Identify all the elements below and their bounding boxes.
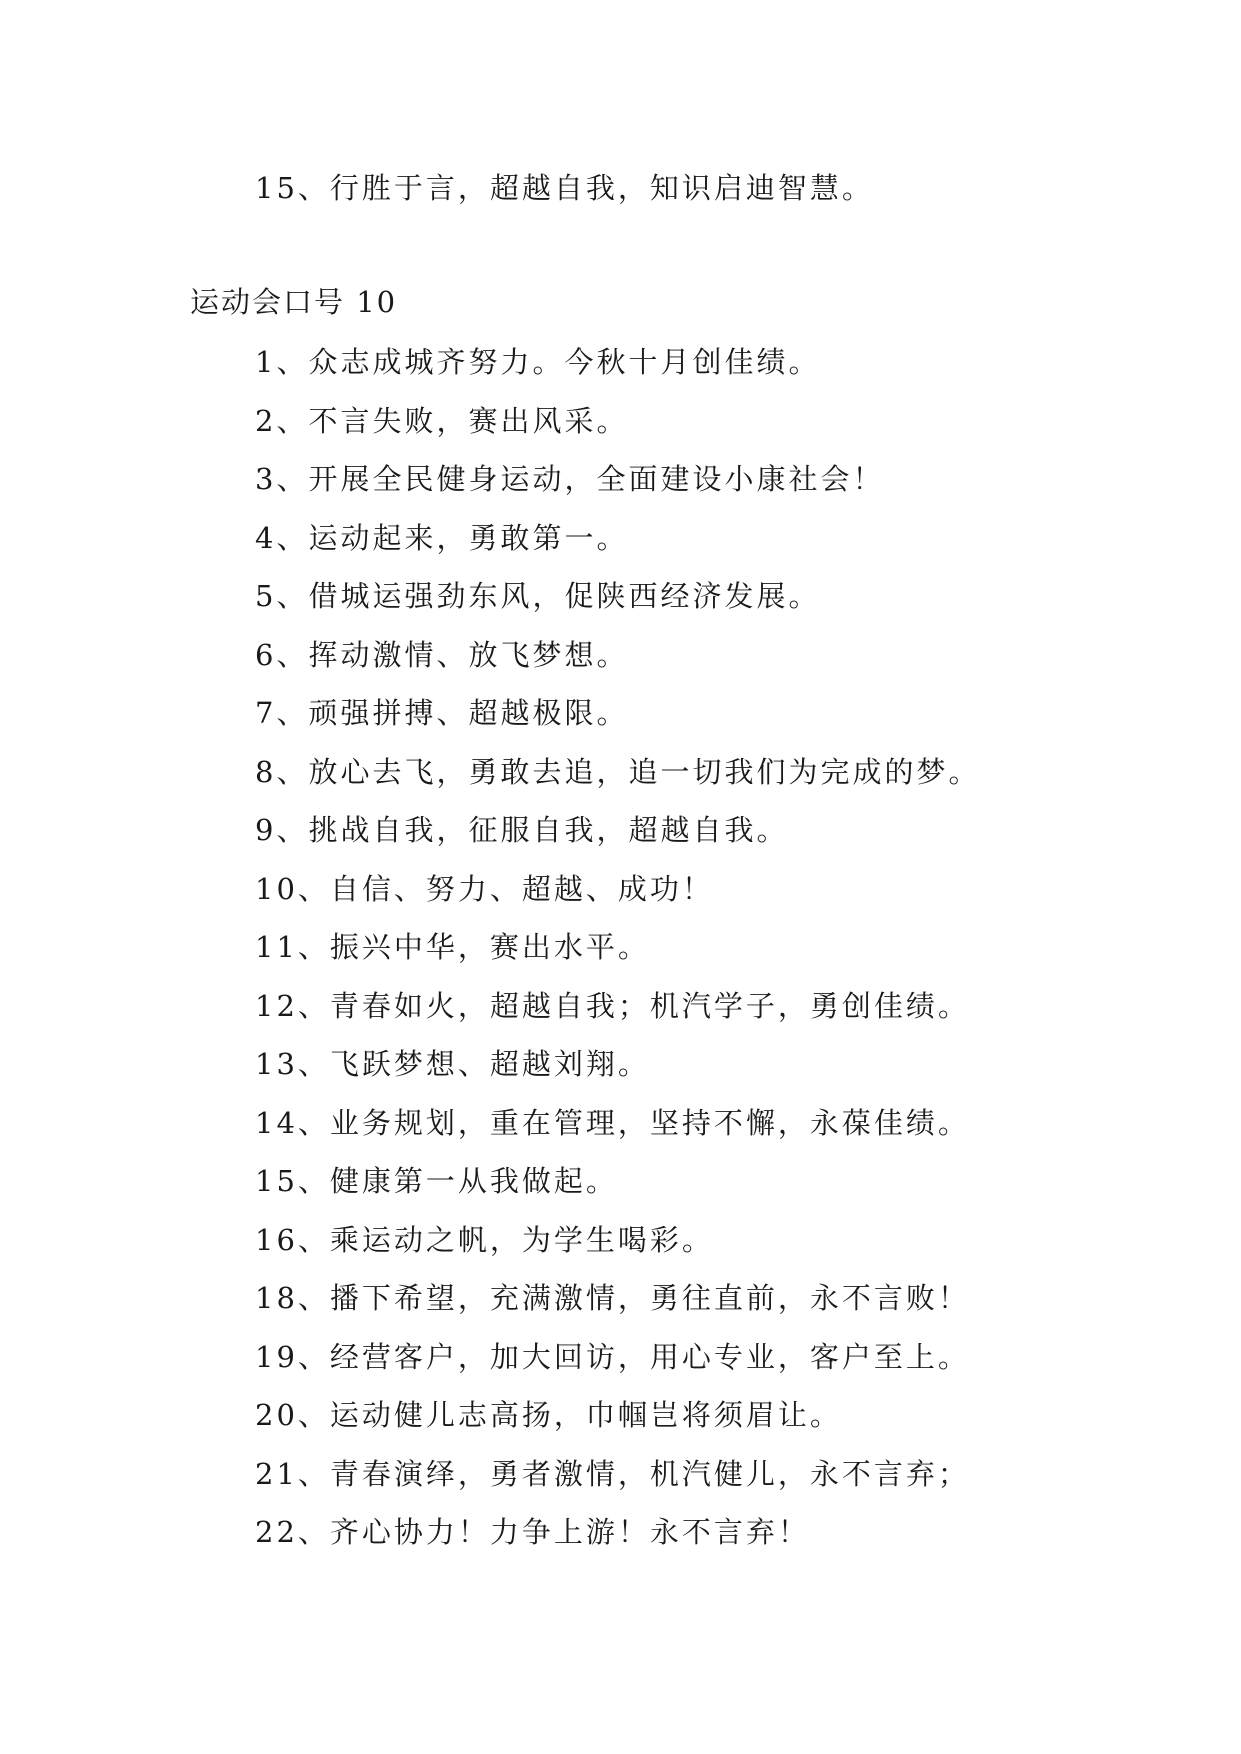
list-item: 12、青春如火，超越自我；机汽学子，勇创佳绩。 bbox=[255, 988, 970, 1023]
list-item: 18、播下希望，充满激情，勇往直前，永不言败！ bbox=[255, 1281, 970, 1315]
list-item: 11、振兴中华，赛出水平。 bbox=[255, 930, 650, 964]
list-item: 22、齐心协力！力争上游！永不言弃！ bbox=[255, 1515, 810, 1549]
list-item: 3、开展全民健身运动，全面建设小康社会！ bbox=[255, 462, 885, 496]
list-item: 19、经营客户，加大回访，用心专业，客户至上。 bbox=[255, 1339, 970, 1374]
list-item: 15、健康第一从我做起。 bbox=[255, 1164, 618, 1198]
list-item: 4、运动起来，勇敢第一。 bbox=[255, 520, 629, 555]
list-item: 1、众志成城齐努力。今秋十月创佳绩。 bbox=[255, 345, 821, 379]
list-item: 21、青春演绎，勇者激情，机汽健儿，永不言弃； bbox=[255, 1456, 970, 1491]
section-heading: 运动会口号 10 bbox=[190, 285, 398, 319]
list-item: 8、放心去飞，勇敢去追，追一切我们为完成的梦。 bbox=[255, 754, 981, 789]
list-item: 7、顽强拼搏、超越极限。 bbox=[255, 696, 629, 730]
list-item: 13、飞跃梦想、超越刘翔。 bbox=[255, 1047, 650, 1081]
previous-list-item: 15、行胜于言，超越自我，知识启迪智慧。 bbox=[255, 171, 874, 205]
slogan-list bbox=[255, 344, 980, 1573]
list-item: 20、运动健儿志高扬，巾帼岂将须眉让。 bbox=[255, 1398, 842, 1432]
list-item: 9、挑战自我，征服自我，超越自我。 bbox=[255, 813, 789, 847]
list-item: 6、挥动激情、放飞梦想。 bbox=[255, 637, 629, 672]
list-item: 14、业务规划，重在管理，坚持不懈，永葆佳绩。 bbox=[255, 1105, 970, 1140]
list-item: 2、不言失败，赛出风采。 bbox=[255, 403, 629, 438]
list-item: 16、乘运动之帆，为学生喝彩。 bbox=[255, 1222, 714, 1257]
list-item: 10、自信、努力、超越、成功！ bbox=[255, 871, 714, 906]
list-item: 5、借城运强劲东风，促陕西经济发展。 bbox=[255, 579, 821, 613]
